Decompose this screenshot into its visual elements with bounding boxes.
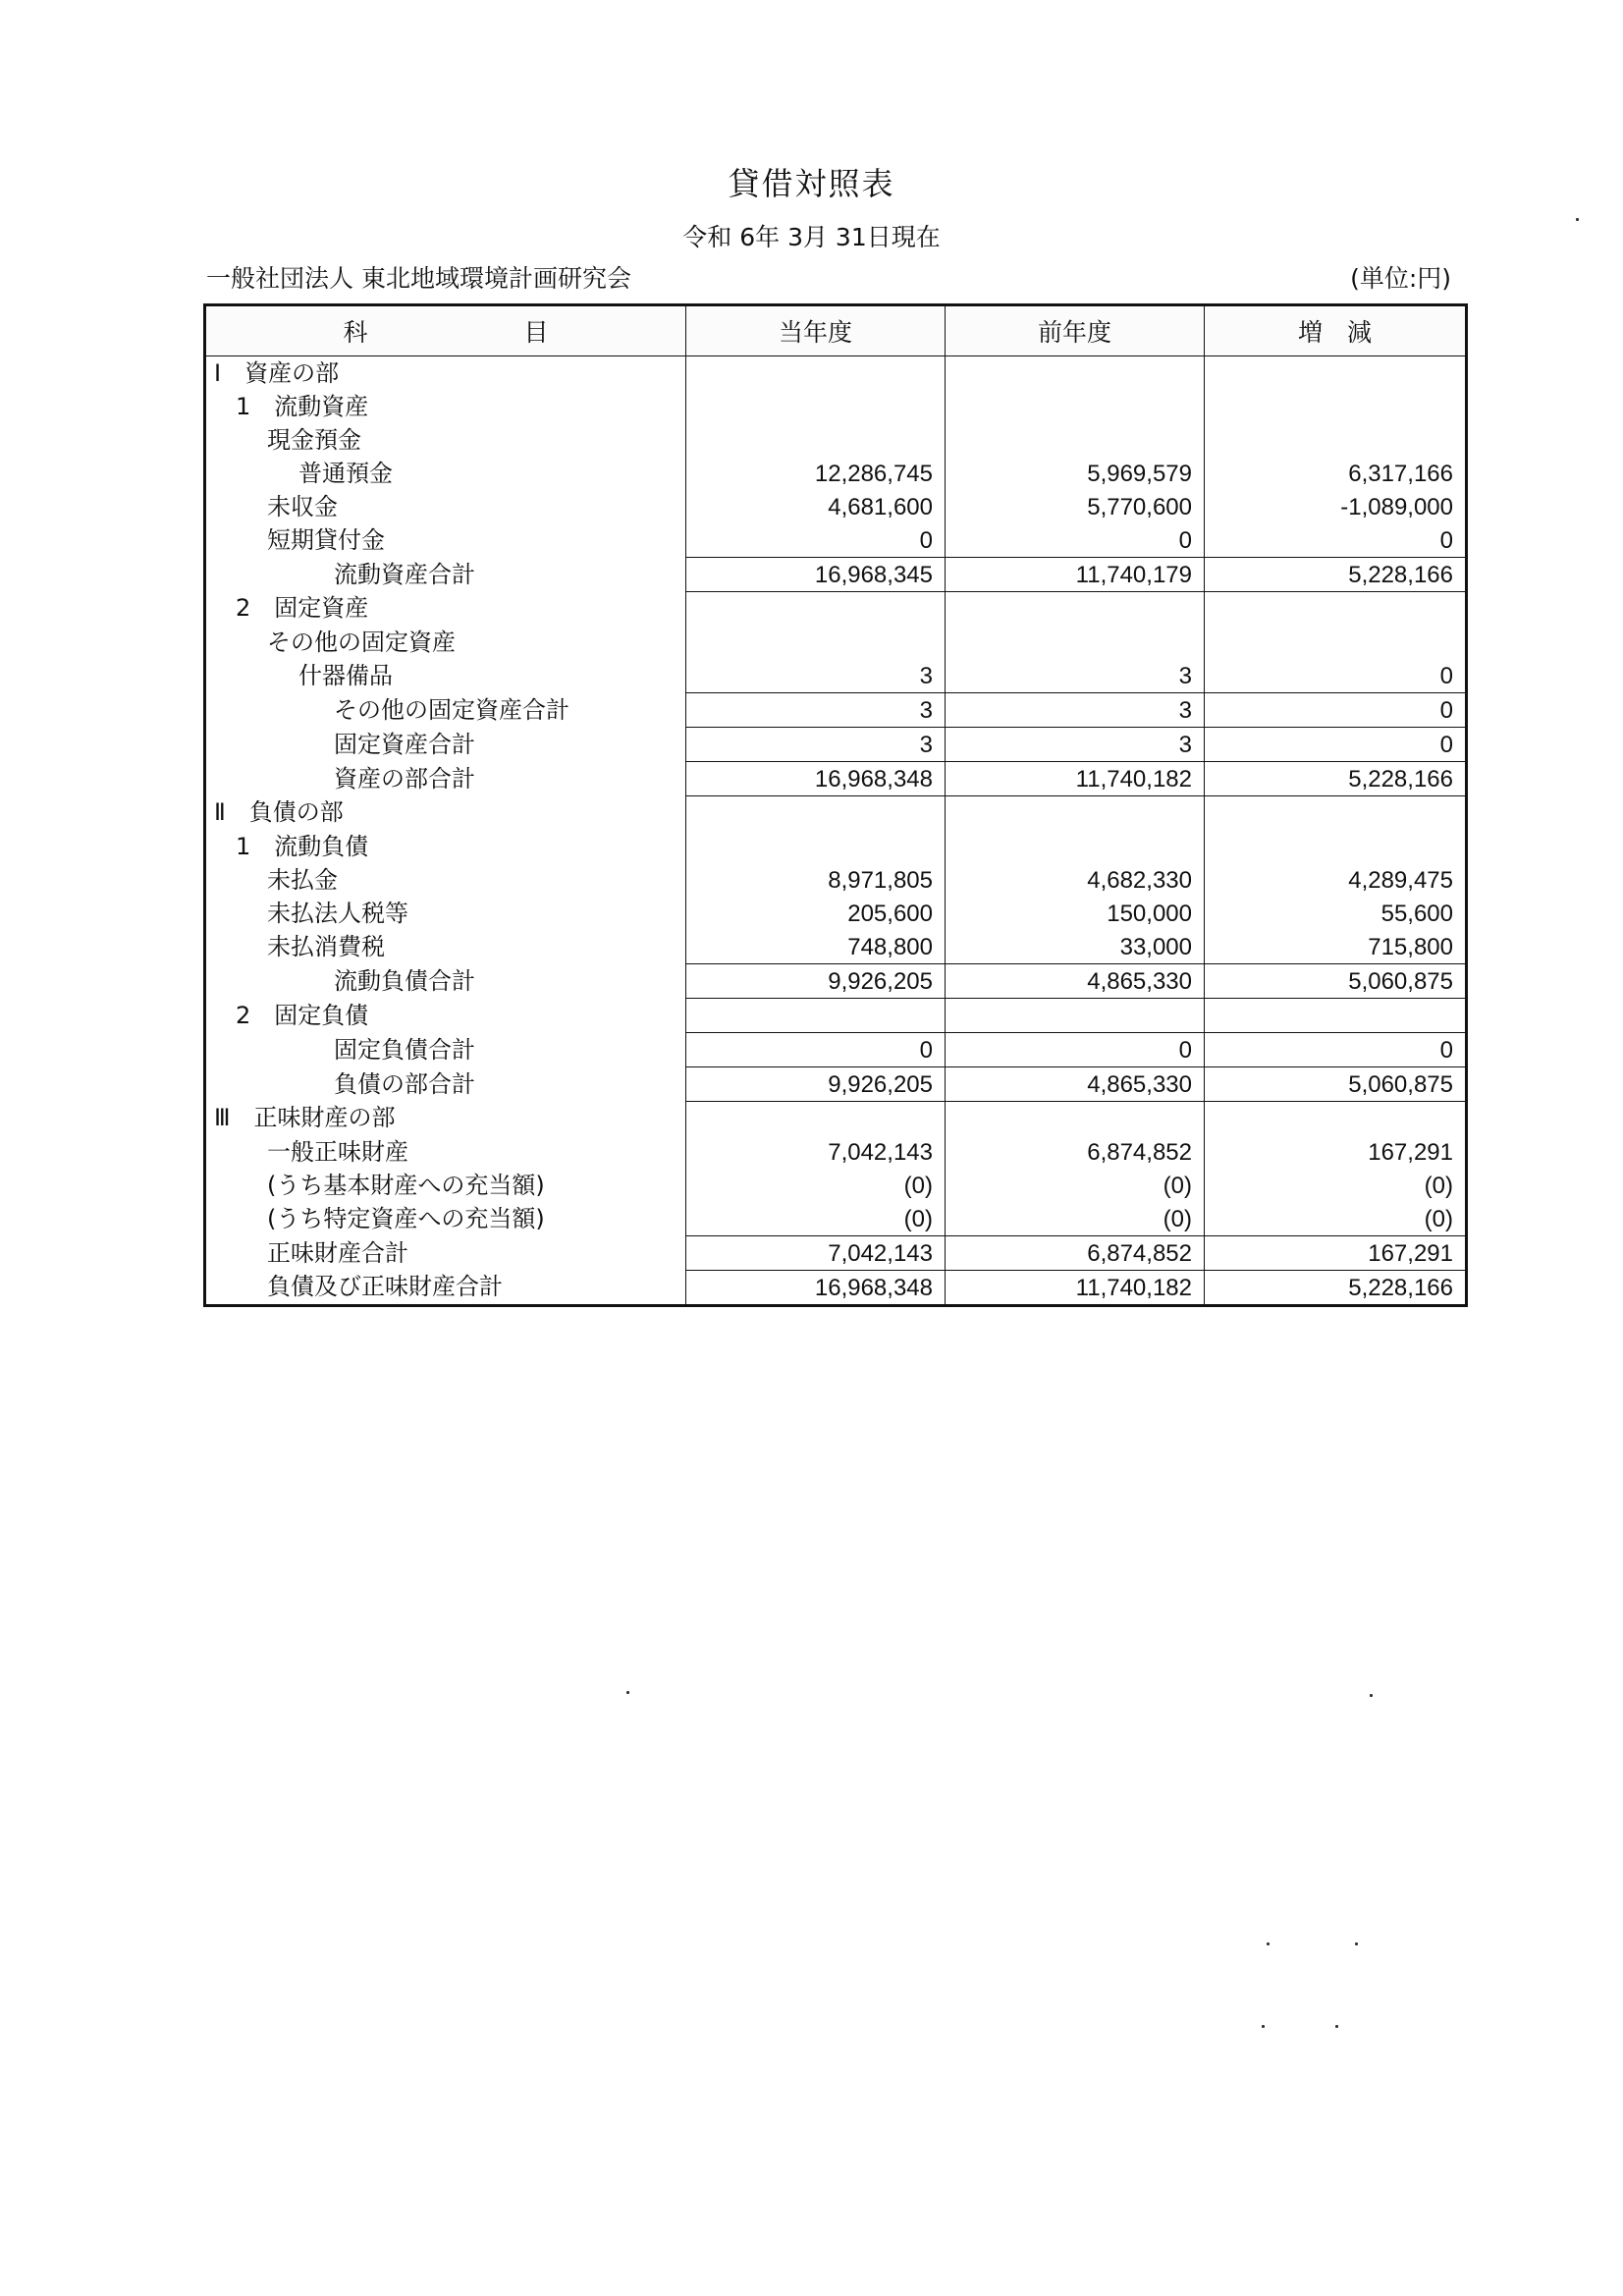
change-value: 5,060,875 — [1205, 1067, 1467, 1102]
previous-year-value — [946, 592, 1205, 627]
current-year-value: 0 — [686, 1033, 946, 1067]
current-year-value — [686, 423, 946, 457]
table-row — [205, 558, 1467, 592]
change-value: 0 — [1205, 728, 1467, 762]
change-value: 5,228,166 — [1205, 1271, 1467, 1306]
current-year-value: 16,968,348 — [686, 762, 946, 796]
row-label: 現金預金 — [205, 423, 686, 457]
table-row — [205, 964, 1467, 999]
change-value — [1205, 423, 1467, 457]
row-label: 未払法人税等 — [205, 897, 686, 930]
row-label: 未収金 — [205, 490, 686, 523]
scan-speck — [1262, 2025, 1265, 2028]
previous-year-value: 3 — [946, 659, 1205, 693]
change-value: 5,228,166 — [1205, 762, 1467, 796]
previous-year-value — [946, 356, 1205, 391]
row-label: 負債及び正味財産合計 — [205, 1271, 686, 1306]
header-change: 増 減 — [1205, 305, 1467, 356]
previous-year-value — [946, 390, 1205, 423]
row-label: 固定負債合計 — [205, 1033, 686, 1067]
unit-label: (単位:円) — [1350, 264, 1451, 293]
change-value — [1205, 356, 1467, 391]
table-row — [205, 863, 1467, 897]
previous-year-value: 0 — [946, 523, 1205, 558]
previous-year-value — [946, 1102, 1205, 1136]
scan-speck — [1576, 218, 1579, 221]
header-current-year: 当年度 — [686, 305, 946, 356]
row-label: Ⅰ 資産の部 — [205, 356, 686, 391]
table-row — [205, 999, 1467, 1033]
organization-name: 一般社団法人 東北地域環境計画研究会 — [206, 264, 631, 293]
previous-year-value: 11,740,182 — [946, 762, 1205, 796]
row-label: 什器備品 — [205, 659, 686, 693]
current-year-value: 7,042,143 — [686, 1135, 946, 1169]
change-value: 5,060,875 — [1205, 964, 1467, 999]
row-label: 2 固定資産 — [205, 592, 686, 627]
previous-year-value: 3 — [946, 693, 1205, 728]
row-label: Ⅱ 負債の部 — [205, 796, 686, 831]
table-row — [205, 1271, 1467, 1306]
table-row — [205, 930, 1467, 964]
row-label: 未払金 — [205, 863, 686, 897]
row-label: 固定資産合計 — [205, 728, 686, 762]
row-label: 流動資産合計 — [205, 558, 686, 592]
scan-speck — [1355, 1942, 1358, 1945]
change-value: 0 — [1205, 693, 1467, 728]
as-of-date: 令和 6年 3月 31日現在 — [682, 223, 941, 251]
change-value: 0 — [1205, 523, 1467, 558]
table-row — [205, 762, 1467, 796]
previous-year-value — [946, 626, 1205, 659]
current-year-value — [686, 999, 946, 1033]
current-year-value: (0) — [686, 1202, 946, 1236]
previous-year-value: 33,000 — [946, 930, 1205, 964]
change-value: 715,800 — [1205, 930, 1467, 964]
row-label: (うち基本財産への充当額) — [205, 1169, 686, 1202]
table-row — [205, 659, 1467, 693]
current-year-value: 0 — [686, 523, 946, 558]
change-value: (0) — [1205, 1169, 1467, 1202]
current-year-value: 9,926,205 — [686, 1067, 946, 1102]
scan-speck — [1335, 2025, 1338, 2028]
row-label: 1 流動資産 — [205, 390, 686, 423]
row-label: (うち特定資産への充当額) — [205, 1202, 686, 1236]
change-value — [1205, 626, 1467, 659]
previous-year-value: 11,740,179 — [946, 558, 1205, 592]
current-year-value: 4,681,600 — [686, 490, 946, 523]
previous-year-value — [946, 830, 1205, 863]
previous-year-value: 4,682,330 — [946, 863, 1205, 897]
change-value: 55,600 — [1205, 897, 1467, 930]
table-row — [205, 897, 1467, 930]
current-year-value: 3 — [686, 659, 946, 693]
current-year-value: 748,800 — [686, 930, 946, 964]
change-value: 5,228,166 — [1205, 558, 1467, 592]
table-row — [205, 728, 1467, 762]
table-row — [205, 1033, 1467, 1067]
current-year-value — [686, 592, 946, 627]
current-year-value — [686, 390, 946, 423]
previous-year-value — [946, 423, 1205, 457]
row-label: Ⅲ 正味財産の部 — [205, 1102, 686, 1136]
change-value: 0 — [1205, 659, 1467, 693]
current-year-value: 16,968,345 — [686, 558, 946, 592]
table-row — [205, 457, 1467, 490]
table-row — [205, 693, 1467, 728]
previous-year-value: 11,740,182 — [946, 1271, 1205, 1306]
previous-year-value: 4,865,330 — [946, 1067, 1205, 1102]
table-row — [205, 523, 1467, 558]
change-value: 167,291 — [1205, 1236, 1467, 1271]
row-label: 正味財産合計 — [205, 1236, 686, 1271]
header-subject-2: 目 — [523, 318, 549, 347]
header-row — [205, 305, 1467, 356]
header-previous-year: 前年度 — [946, 305, 1205, 356]
row-label: 短期貸付金 — [205, 523, 686, 558]
change-value — [1205, 999, 1467, 1033]
header-subject-1: 科 — [343, 318, 368, 347]
balance-sheet-table — [203, 303, 1468, 1307]
table-row — [205, 390, 1467, 423]
previous-year-value: 3 — [946, 728, 1205, 762]
table-row — [205, 1102, 1467, 1136]
scan-speck — [1267, 1942, 1270, 1945]
change-value: 4,289,475 — [1205, 863, 1467, 897]
change-value: -1,089,000 — [1205, 490, 1467, 523]
change-value: (0) — [1205, 1202, 1467, 1236]
table-row — [205, 592, 1467, 627]
row-label: 1 流動負債 — [205, 830, 686, 863]
previous-year-value: 4,865,330 — [946, 964, 1205, 999]
current-year-value: (0) — [686, 1169, 946, 1202]
previous-year-value: 5,969,579 — [946, 457, 1205, 490]
change-value — [1205, 830, 1467, 863]
change-value — [1205, 390, 1467, 423]
previous-year-value: 6,874,852 — [946, 1135, 1205, 1169]
table-body — [205, 356, 1467, 1306]
current-year-value — [686, 830, 946, 863]
table-row — [205, 423, 1467, 457]
table-row — [205, 626, 1467, 659]
current-year-value — [686, 356, 946, 391]
table-row — [205, 796, 1467, 831]
table-row — [205, 490, 1467, 523]
row-label: 2 固定負債 — [205, 999, 686, 1033]
current-year-value: 12,286,745 — [686, 457, 946, 490]
current-year-value: 9,926,205 — [686, 964, 946, 999]
current-year-value — [686, 626, 946, 659]
row-label: 負債の部合計 — [205, 1067, 686, 1102]
table-row — [205, 1067, 1467, 1102]
change-value: 6,317,166 — [1205, 457, 1467, 490]
previous-year-value: 6,874,852 — [946, 1236, 1205, 1271]
row-label: 一般正味財産 — [205, 1135, 686, 1169]
row-label: 未払消費税 — [205, 930, 686, 964]
previous-year-value: (0) — [946, 1169, 1205, 1202]
previous-year-value — [946, 999, 1205, 1033]
scan-speck — [626, 1691, 629, 1694]
previous-year-value: (0) — [946, 1202, 1205, 1236]
change-value — [1205, 796, 1467, 831]
change-value — [1205, 592, 1467, 627]
change-value — [1205, 1102, 1467, 1136]
row-label: 普通預金 — [205, 457, 686, 490]
row-label: 資産の部合計 — [205, 762, 686, 796]
table-row — [205, 830, 1467, 863]
table-row — [205, 1202, 1467, 1236]
header-subject — [205, 305, 686, 356]
row-label: その他の固定資産合計 — [205, 693, 686, 728]
previous-year-value: 150,000 — [946, 897, 1205, 930]
current-year-value: 3 — [686, 728, 946, 762]
table-row — [205, 356, 1467, 391]
scan-speck — [1370, 1694, 1373, 1697]
row-label: その他の固定資産 — [205, 626, 686, 659]
current-year-value: 16,968,348 — [686, 1271, 946, 1306]
change-value: 167,291 — [1205, 1135, 1467, 1169]
current-year-value: 205,600 — [686, 897, 946, 930]
previous-year-value — [946, 796, 1205, 831]
current-year-value: 3 — [686, 693, 946, 728]
previous-year-value: 0 — [946, 1033, 1205, 1067]
table-row — [205, 1169, 1467, 1202]
current-year-value: 7,042,143 — [686, 1236, 946, 1271]
table-row — [205, 1236, 1467, 1271]
document-title: 貸借対照表 — [728, 165, 895, 202]
current-year-value — [686, 1102, 946, 1136]
row-label: 流動負債合計 — [205, 964, 686, 999]
table-row — [205, 1135, 1467, 1169]
current-year-value — [686, 796, 946, 831]
change-value: 0 — [1205, 1033, 1467, 1067]
previous-year-value: 5,770,600 — [946, 490, 1205, 523]
current-year-value: 8,971,805 — [686, 863, 946, 897]
